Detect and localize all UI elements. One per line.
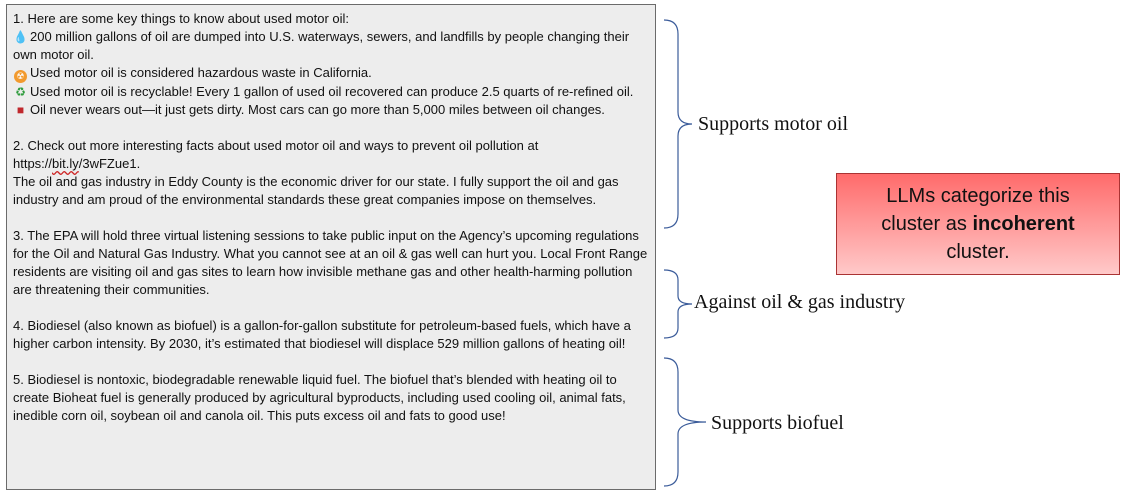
bracket-supports-biofuel — [662, 356, 712, 488]
label-supports-biofuel: Supports biofuel — [711, 412, 844, 434]
item-1-intro: 1. Here are some key things to know about used motor oil: — [13, 11, 350, 26]
callout-line-1: LLMs categorize this — [886, 185, 1070, 207]
label-against-oil-gas: Against oil & gas industry — [694, 291, 906, 313]
item-2-link[interactable]: https://bit.ly/3wFZue1. — [13, 156, 141, 171]
recycle-icon: ♻ — [15, 85, 26, 99]
label-supports-motor-oil: Supports motor oil — [698, 113, 849, 135]
car-icon: ■ — [16, 103, 25, 117]
link-word[interactable]: bit.ly — [52, 156, 79, 171]
item-2-line1: 2. Check out more interesting facts about used motor oil and ways to prevent oil pollution at — [13, 138, 539, 153]
text-cluster-box — [6, 4, 656, 490]
callout-box — [836, 173, 1120, 275]
item-4: 4. Biodiesel (also known as biofuel) is a gallon-for-gallon substitute for petroleum-based fuels, which have a higher carbon intensity. By 2030, it’s estimated that biodiesel will displace 529 million gallons of heating oil! — [13, 318, 631, 351]
callout-line-2: cluster as — [881, 213, 973, 235]
item-3: 3. The EPA will hold three virtual listening sessions to take public input on the Agency’s upcoming regulations for the Oil and Natural Gas Industry. What you cannot see at an oil & gas well can hurt you. Local Front Range residents are visiting oil and gas sites to learn how invisible methane gas and other health-harming pollution are threatening their communities. — [13, 228, 648, 297]
water-drop-icon: 💧 — [13, 30, 28, 44]
callout-text — [881, 182, 1074, 266]
callout-bold: incoherent — [972, 213, 1075, 235]
bullet-4: ■ Oil never wears out—it just gets dirty. Most cars can go more than 5,000 miles between oil changes. — [13, 101, 649, 119]
bracket-motor-oil — [662, 18, 698, 230]
bullet-1: 💧 200 million gallons of oil are dumped into U.S. waterways, sewers, and landfills by people changing their own motor oil. — [13, 29, 630, 62]
bracket-against-oil-gas — [662, 268, 698, 340]
item-5: 5. Biodiesel is nontoxic, biodegradable renewable liquid fuel. The biofuel that’s blended with heating oil to create Bioheat fuel is generally produced by agricultural byproducts, including used cooling oil, animal fats, inedible corn oil, soybean oil and canola oil. This puts excess oil and fats to good use! — [13, 372, 626, 423]
callout-line-3: cluster. — [946, 241, 1010, 263]
bullet-2: ☢ Used motor oil is considered hazardous waste in California. — [13, 64, 649, 83]
hazard-icon: ☢ — [14, 70, 27, 83]
item-2-line2: The oil and gas industry in Eddy County is the economic driver for our state. I fully support the oil and gas industry and am proud of the environmental standards these great companies impose on themselves. — [13, 174, 619, 207]
bullet-3: ♻ Used motor oil is recyclable! Every 1 gallon of used oil recovered can produce 2.5 quarts of re-refined oil. — [13, 83, 649, 101]
